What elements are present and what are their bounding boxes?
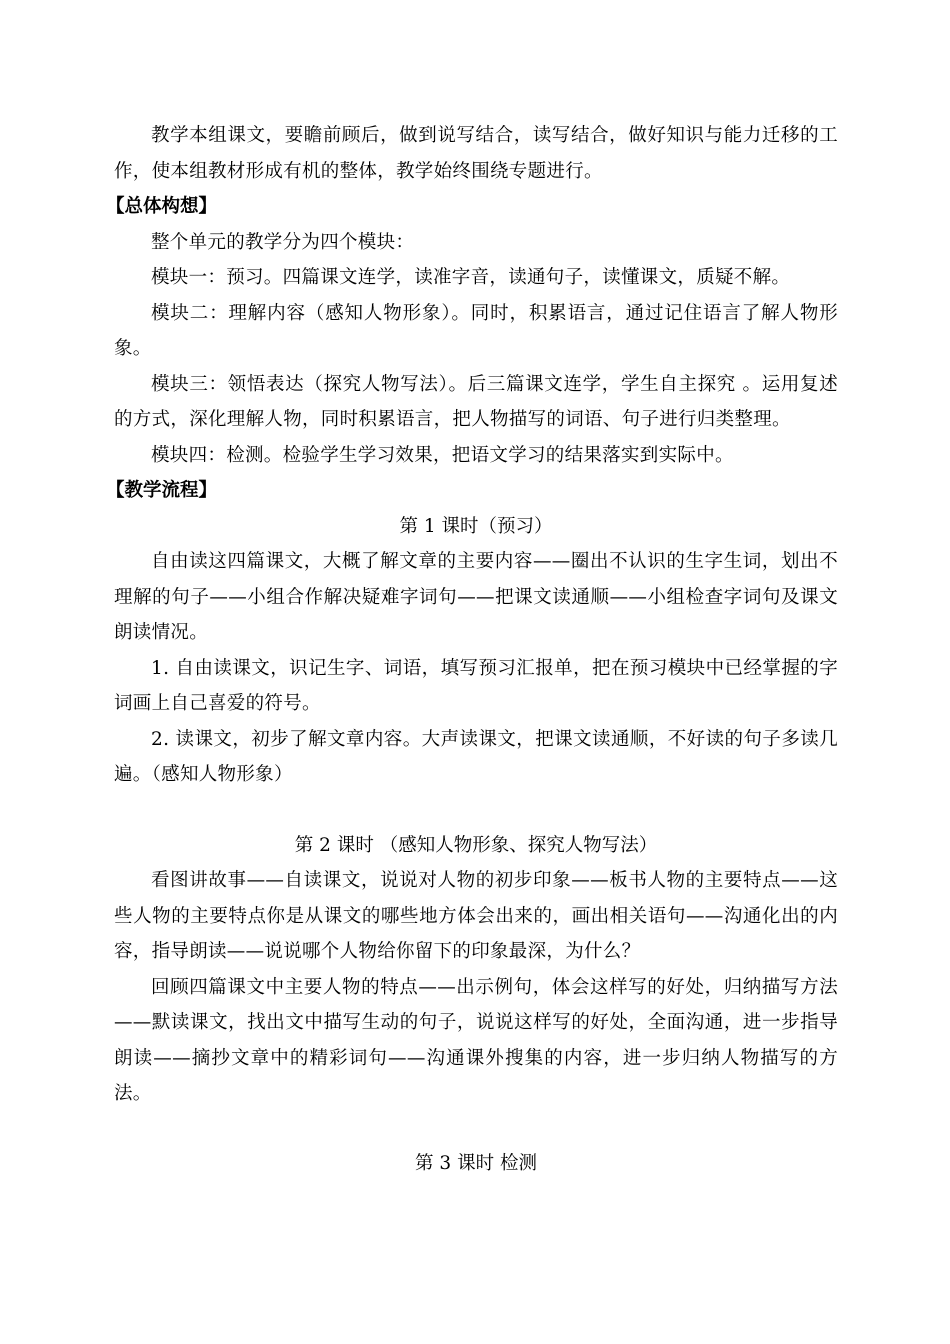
- lesson-2-title: 第 2 课时 （感知人物形象、探究人物写法）: [294, 834, 658, 856]
- lesson-1-paragraph-1: 自由读这四篇课文，大概了解文章的主要内容——圈出不认识的生字生词，划出不理解的句子——小组合作解决疑难字词句——把课文读通顺——小组检查字词句及课文朗读情况。: [114, 551, 838, 643]
- overall-paragraph-4: 模块三：领悟表达（探究人物写法）。后三篇课文连学，学生自主探究 。运用复述的方式，深化理解人物，同时积累语言，把人物描写的词语、句子进行归类整理。: [114, 373, 838, 430]
- document-page: [106, 118, 838, 1181]
- teaching-flow-heading: 【教学流程】: [106, 480, 218, 501]
- spacer: [114, 793, 838, 828]
- lesson-1-paragraph-3: 2. 读课文，初步了解文章内容。大声读课文，把课文读通顺，不好读的句子多读几遍。（感知人物形象）: [114, 728, 838, 785]
- lesson-2-paragraph-1: 看图讲故事——自读课文，说说对人物的初步印象——板书人物的主要特点——这些人物的主要特点你是从课文的哪些地方体会出来的，画出相关语句——沟通化出的内容，指导朗读——说说哪个人物给你留下的印象最深，为什么？: [114, 870, 838, 962]
- lesson-1-title: 第 1 课时（预习）: [399, 515, 553, 537]
- overall-paragraph-3: 模块二：理解内容（感知人物形象）。同时，积累语言，通过记住语言了解人物形象。: [114, 302, 838, 359]
- spacer: [114, 1112, 838, 1146]
- lesson-1-paragraph-2: 1. 自由读课文，识记生字、词语，填写预习汇报单，把在预习模块中已经掌握的字词画上自己喜爱的符号。: [114, 657, 838, 714]
- lesson-2-paragraph-2: 回顾四篇课文中主要人物的特点——出示例句，体会这样写的好处，归纳描写方法——默读课文，找出文中描写生动的句子，说说这样写的好处，全面沟通，进一步指导朗读——摘抄文章中的精彩词句——沟通课外搜集的内容，进一步归纳人物描写的方法。: [114, 976, 838, 1104]
- overall-paragraph-2: 模块一：预习。四篇课文连学，读准字音，读通句子，读懂课文，质疑不解。: [151, 267, 791, 288]
- overall-paragraph-1: 整个单元的教学分为四个模块：: [151, 231, 415, 253]
- overall-plan-heading: 【总体构想】: [106, 196, 218, 217]
- overall-paragraph-5: 模块四：检测。检验学生学习效果，把语文学习的结果落实到实际中。: [151, 444, 734, 466]
- lesson-3-title: 第 3 课时 检测: [415, 1152, 537, 1174]
- intro-paragraph: 教学本组课文，要瞻前顾后，做到说写结合，读写结合，做好知识与能力迁移的工作，使本组教材形成有机的整体，教学始终围绕专题进行。: [114, 125, 838, 182]
